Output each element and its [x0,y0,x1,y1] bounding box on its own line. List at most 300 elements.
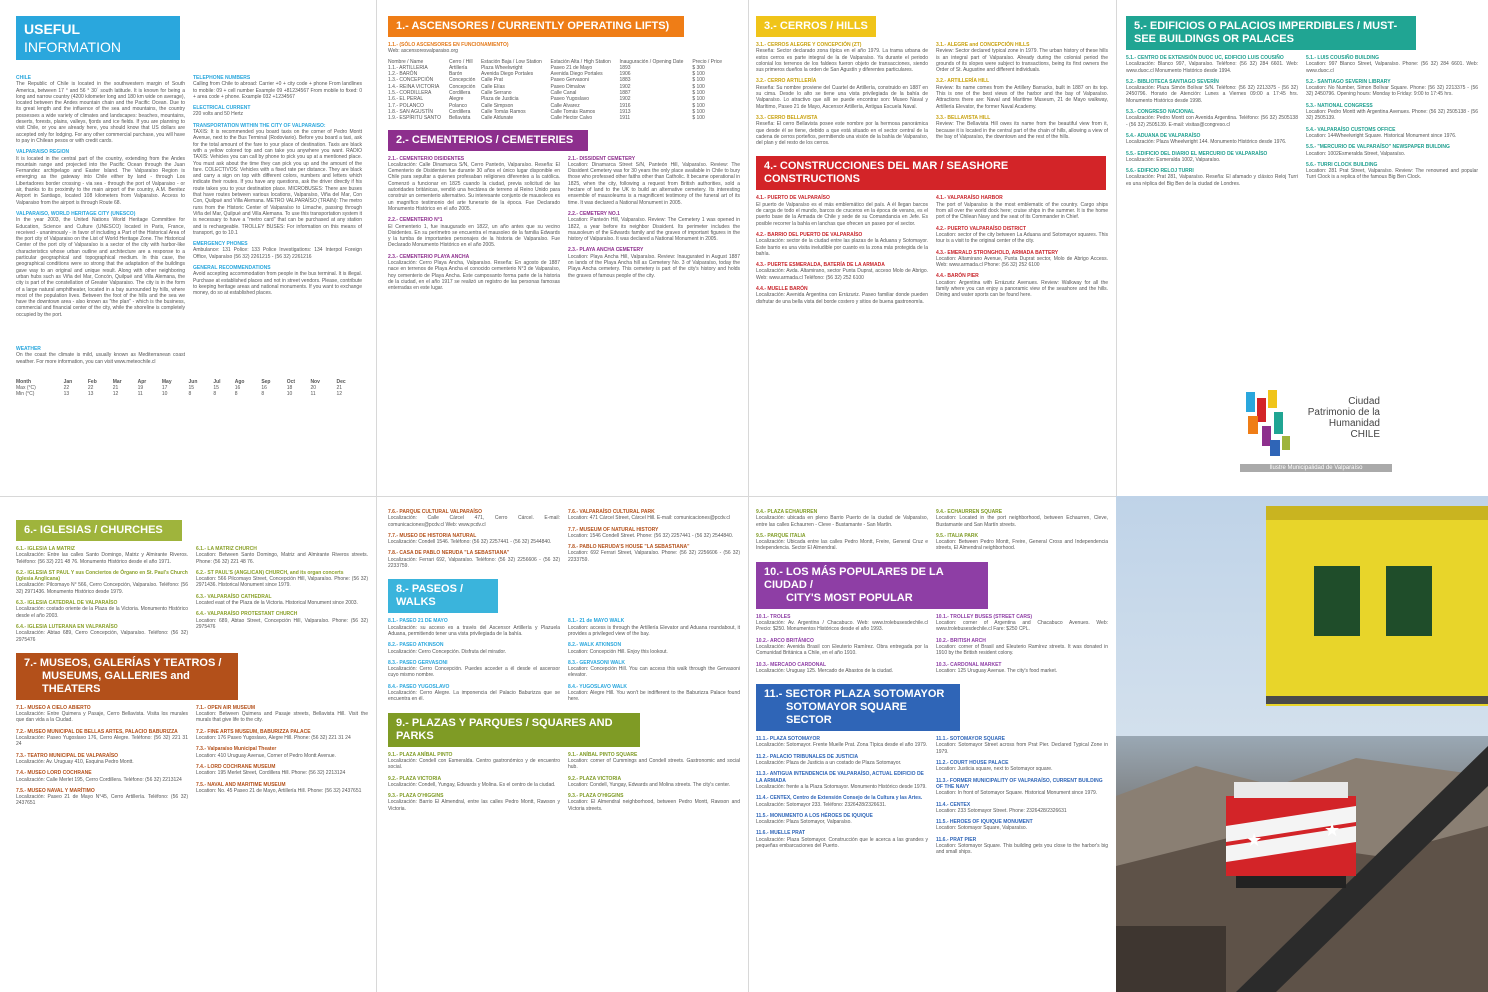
table-cell: Artillería [448,64,468,71]
hill-1-heading: 3.1.- CERROS ALEGRE Y CONCEPCIÓN (ZT) [756,42,862,48]
table-cell: Plaza de Justicia [480,96,519,103]
cemetery-3-en-heading: 2.3.- PLAYA ANCHA CEMETERY [568,247,644,254]
hill-1-text: Reseña: Sector declarado zona típica en el año 1979. La trama urbana de estos cerros es parte integral de la de Valparaíso. Ya durante el periodo colonial los terrenos de los faldeos fueron objeto de transacciones, siendo sus primeros dueños la orden de San Agustín y diferentes particulares. [756,48,928,74]
table-cell: Estación Baja / Low Station [480,58,542,65]
funicular-illustration [1116,496,1488,992]
cemetery-2-heading: 2.2.- CEMENTERIO N°1 [388,217,443,224]
table-cell: Calle Tomás Ramos [480,108,526,115]
park-4-en-text: Location: Located in the port neighborhood, between Echaurren, Cleve, Bustamante and San Martín streets. [936,515,1108,528]
lifts-banner: 1.- ASCENSORES / CURRENTLY OPERATING LIFTS) [388,16,684,37]
hills-banner: 3.- CERROS / HILLS [756,16,876,37]
museum-5-text: Localización: Paseo 21 de Mayo N°45, Cerro Artillería. Teléfono: (56 32) 2437651 [16,794,188,807]
park-1-heading: 9.1.- PLAZA ANÍBAL PINTO [388,751,453,758]
walk-3-heading: 8.3.- PASEO GERVASONI [388,659,448,666]
cemeteries-banner: 2.- CEMENTERIOS / CEMETERIES [388,130,588,151]
museum-3-heading: 7.3.- TEATRO MUNICIPAL DE VALPARAÍSO [16,752,119,759]
table-cell: Bellavista [448,115,471,122]
church-1-heading: 6.1.- IGLESIA LA MATRIZ [16,546,75,552]
building-1-en-text: Location: 997 Blanco Street, Valparaíso. Phone: (56 32) 284 6601. Web: www.duoc.cl [1306,61,1478,74]
table-cell: $ 100 [692,71,705,78]
church-4-en-text: Location: 689, Abtao Street, Concepción Hill, Valparaíso. Phone: (56 32) 2975476 [196,617,368,630]
museums-banner-line-2: MUSEUMS, GALLERIES and THEATERS [42,669,190,695]
table-cell: $ 300 [692,64,705,71]
building-4-heading: 5.4.- ADUANA DE VALPARAÍSO [1126,132,1201,139]
sotomayor-5-en-heading: 11.5.- HEROES OF IQUIQUE MONUMENT [936,819,1033,826]
panel-churches-museums [16,520,368,986]
table-cell: 1.1.- ARTILLERIA [388,64,428,71]
table-cell: Jun [188,378,198,385]
transport-text: TAXIS: It is recommended you board taxis on the corner of Pedro Montt Avenue, next to the Bus Terminal (Rodoviario). Before you board a taxi, ask for the total amount of the fare to your place of destination. Taxis are black with a yellow colored top and can take you anywhere you want. RADIO TAXIS: Vehicles you can call by phone to pick you up at a mentioned place. You must ask about the time they can pick you up and the amount of the fare. COLECTIVOS: Vehicles with a fixed rate per distance. They are black and carry a sign on top with different colors, numbers and letters which indicate their routes. If you have any questions, ask the driver directly if his route takes you to your destination place. MICROBUSES: There are buses that have routes between various locations, Valparaíso, Viña del Mar, Con Con, Quilpué and Villa Alemana. METRO VALPARAÍSO (TRAIN): The metro runs from the Historic Center of Valparaíso to Limache, passing through Viña del Mar, Quilpué and Villa Alemana. To use this transportation system it is necessary to have a "metro card" that can be purchased at any station and is rechargeable. TROLLEY BUSES: For information on this means of transport, go to 10.1 [193,129,362,236]
region-text: It is located in the central part of the country, extending from the Andes mountain range and projected into the Pacific Ocean through the Juan Fernandez archipelago and Easter Island. The Valparaíso Region is emerging as the gateway into Chile either by land - through Los Libertadores border crossing - via sea - through the port of Valparaiso - or air, thanks to its proximity to the main airport of the country, A.M. Benitez Airport in Santiago, located 108 kilometers from Valparaíso. Access to Valparaiso from the airport is through Route 68. [16,155,185,206]
banner-title-light: INFORMATION [24,39,121,55]
sotomayor-banner-line-2: SOTOMAYOR SQUARE SECTOR [786,701,908,727]
cemetery-1-en-text: Location: Dinamarca Street S/N, Panteón Hill, Valparaíso. Review: The Dissident Cemetery was for 30 years the only place available in Chile to bury those who professed other faiths other than Catholic. It became operational in 1825, when the city, following a request from British authorities, sold a hectare of land to the UK to build an alternative cemetery. Its interesting ensemble of mausoleums is a magnificent testimony of the funeral art of its time. It was declared a National Monument in 2005. [568,161,740,206]
museum-6-heading: 7.6.- PARQUE CULTURAL VALPARAÍSO [388,509,482,515]
table-cell: May [161,378,172,385]
table-cell: 8 [213,391,217,398]
panel-popular-sotomayor [756,504,1108,986]
table-cell: Jul [213,378,221,385]
museum-8-text: Localización: Ferrari 692, Valparaíso. Teléfono: (56 32) 2256606 - (56 32) 2233759. [388,556,560,570]
church-4-text: Localización: Abtao 689, Cerro Concepción, Valparaíso. Teléfono: (56 32) 2975476 [16,630,188,643]
divider [0,496,1116,497]
table-cell: 10 [286,391,293,398]
table-cell: Dec [336,378,346,385]
seashore-4-en-text: Location: Argentina with Errázuriz Avenues. Review: Walkway for all the family where you can enjoy a panoramic view of the seashore and the hills. Dining and water sports can be found here. [936,279,1108,299]
seashore-4-heading: 4.4.- MUELLE BARÓN [756,286,808,293]
table-cell: 12 [336,391,343,398]
table-cell: 8 [261,391,265,398]
table-cell: Precio / Price [692,58,723,65]
table-cell: Calle Prat [480,77,503,84]
sotomayor-banner-line-1: 11.- SECTOR PLAZA SOTOMAYOR [764,688,945,701]
museum-1-text: Localización: Entre Quimera y Pasaje, Cerro Bellavista. Visita los murales que dan vida a la Ciudad. [16,711,188,724]
seashore-3-en-text: Location: Altamirano Avenue, Punta Duprat sector, Molo de Abrigo Access. Web: www.armada.cl Phone: (56 32) 252 6100 [936,255,1108,269]
building-4-en-heading: 5.4.- VALPARAÍSO CUSTOMS OFFICE [1306,126,1396,133]
table-cell: Paseo Dimalow [550,83,586,90]
cemetery-1-text: Localización: Calle Dinamarca S/N, Cerro Panteón, Valparaíso. Reseña: El Cementerio de Disidentes fue durante 30 años el único lugar disponible en Chile para sepultar a quienes profesaban religiones diferentes a la católica. Comenzó a funcionar en 1825 cuando la ciudad, previa solicitud de las autoridades británicas, vendió una hectárea de terreno al Reino Unido para construir un cementerio alternativo. Su interesante conjunto de mausoleos es un magnífico testimonio del arte funerario de la época. Fue Declarado Monumento Histórico en el año 2005. [388,161,560,212]
walk-1-text: Localización: su acceso es a través del Ascensor Artillería y Plazuela Aduana, permitiendo tener una vista privilegiada de la bahía. [388,624,560,637]
building-2-en-heading: 5.2.- SANTIAGO SEVERIN LIBRARY [1306,78,1391,85]
table-cell: 15 [213,385,219,392]
lifts-table [388,59,728,122]
museum-4-en-heading: 7.4.- LORD COCHRANE MUSEUM [196,763,276,770]
sotomayor-3-heading: 11.3.- ANTIGUA INTENDENCIA DE VALPARAÍSO, ACTUAL EDIFICIO DE LA ARMADA [756,771,924,784]
table-cell: 11 [310,391,316,398]
table-cell: 17 [161,385,168,392]
sotomayor-3-en-heading: 11.3.- FORMER MUNICIPALITY OF VALPARAÍSO, CURRENT BUILDING OF THE NAVY [936,777,1103,790]
museum-3-en-text: Location: 410 Uruguay Avenue, Corner of Pedro Montt Avenue. [196,752,336,759]
table-cell: Cordillera [448,108,471,115]
sotomayor-6-en-heading: 11.6.- PRAT PIER [936,836,977,843]
building-6-text: Localización: Prat 281, Valparaíso. Reseña: El afamado y clásico Reloj Turri es una réplica del Big Ben de la ciudad de Londres. [1126,174,1298,187]
table-cell: 1883 [619,77,631,84]
sotomayor-2-heading: 11.2.- PALACIO TRIBUNALES DE JUSTICIA [756,753,859,760]
park-3-en-text: Location: El Almendral neighborhood, between Pedro Montt, Rawson and Victoria streets. [568,799,740,812]
sotomayor-4-heading: 11.4.- CENTEX, Centro de Extensión Consejo de la Cultura y las Artes. [756,795,923,802]
sotomayor-6-en-text: Location: Sotomayor Square. This building gets you close to the harbor's big and small ships. [936,843,1108,856]
table-cell: 19 [137,385,144,392]
church-2-text: Localización: Pilcomayo N° 566, Cerro Concepción, Valparaíso. Teléfono: (56 32) 2971436. Monumento Histórico desde 1979. [16,582,188,595]
table-cell: Concepción [448,77,476,84]
sotomayor-1-en-heading: 11.1.- SOTOMAYOR SQUARE [936,736,1005,743]
table-cell: Barón [448,71,463,78]
cemetery-3-heading: 2.3.- CEMENTERIO PLAYA ANCHA [388,253,470,260]
recommendations-heading: GENERAL RECOMMENDATIONS [193,265,271,272]
building-6-en-text: Location: 281 Prat Street, Valparaíso. Review: The renowned and popular Turri Clock is a replica of the famous Big Ben Clock. [1306,168,1478,181]
table-cell: Inauguración / Opening Date [619,58,684,65]
table-cell: Paseo 21 de Mayo [550,64,593,71]
park-5-heading: 9.5.- PARQUE ITALIA [756,532,806,539]
walk-4-en-heading: 8.4.- YUGOSLAVO WALK [568,683,627,690]
popular-2-heading: 10.2.- ARCO BRITÁNICO [756,637,814,644]
popular-3-text: Localización: Uruguay 125. Mercado de Abastos de la ciudad. [756,667,894,674]
table-cell: 1.8.- SAN AGUSTÍN [388,108,434,115]
museum-2-heading: 7.2.- MUSEO MUNICIPAL DE BELLAS ARTES, PALACIO BABURIZZA [16,728,178,735]
table-cell: Sep [261,378,271,385]
parks-banner: 9.- PLAZAS Y PARQUES / SQUARES AND PARKS [388,713,640,747]
park-3-heading: 9.3.- PLAZA O'HIGGINS [388,793,444,800]
seashore-2-en-heading: 4.2.- PUERTO VALPARAÍSO DISTRICT [936,225,1027,232]
sotomayor-3-en-text: Location: In front of Sotomayor Square. Historical Monument since 1979. [936,790,1098,797]
table-cell: Calle Aldunate [480,115,514,122]
table-cell: $ 100 [692,115,705,122]
table-cell: 1.7.- POLANCO [388,102,424,109]
table-cell: 16 [261,385,267,392]
table-cell: 20 [310,385,316,392]
electrical-text: 220 volts and 50 Hertz [193,111,244,118]
table-cell: 8 [188,391,192,398]
table-cell: Jan [63,378,73,385]
museum-7-heading: 7.7.- MUSEO DE HISTORIA NATURAL [388,532,477,539]
table-cell: Feb [87,378,97,385]
table-cell: 12 [112,391,119,398]
table-cell: Estación Alta / High Station [550,58,611,65]
table-cell: $ 100 [692,108,705,115]
chile-heading: CHILE [16,75,31,81]
phone-text: Calling from Chile to abroad: Carrier +0 + city code + phone From landlines to mobile: 09 + cell number Example 09 +81234567 From mobile to fixed: 0 + area code + phone. Example 032 +1234567 [193,81,362,100]
buildings-banner: 5.- EDIFICIOS O PALACIOS IMPERDIBLES / MUST-SEE BUILDINGS OR PALACES [1126,16,1416,50]
museum-3-en-heading: 7.3.- Valparaíso Municipal Theater [196,746,277,753]
table-cell: 1.6.- EL PERAL [388,96,424,103]
table-cell: 1893 [619,64,631,71]
museum-6-en-text: Location: 471 Cárcel Street, Cárcel Hill. E-mail: comunicaciones@pcdv.cl [568,515,730,522]
popular-1-en-text: Location: corner of Argentina and Chacabuco Avenues. Web: www.trolebusesdechile.cl Fare: $250 CPL. [936,620,1108,633]
building-3-en-text: Location: Pedro Montt with Argentina Avenues. Phone: (56 32) 2505138 - (56 32) 2505139. [1306,109,1478,122]
divider [376,496,377,992]
panel-hills-seashore [756,16,1108,486]
seashore-1-text: El puerto de Valparaíso es el más emblemático del país. A él llegan barcos de carga de todo el mundo, barcos de cruceros en la época de verano, es el puerto base de la Armada de Chile y sede de su Comandancia en Jefe. Es posible recorrer la bahía en lanchas que ofrecen un paseo por el sector. [756,201,928,227]
walks-banner: 8.- PASEOS / WALKS [388,579,498,613]
panel-useful-information [16,16,362,486]
park-4-text: Localización: ubicada en pleno Barrio Puerto de la ciudad de Valparaíso, entre las calles Echaurren - Cleve - Bustamante - San Martín. [756,515,928,528]
sotomayor-5-en-text: Location: Sotomayor Square, Valparaíso. [936,825,1028,832]
building-3-en-heading: 5.3.- NATIONAL CONGRESS [1306,102,1373,109]
sotomayor-1-heading: 11.1.- PLAZA SOTOMAYOR [756,736,820,743]
seashore-4-en-heading: 4.4.- BARÓN PIER [936,273,979,280]
walk-4-heading: 8.4.- PASEO YUGOSLAVO [388,683,450,690]
park-5-en-text: Location: Between Pedro Montt, Freire, General Cross and Independencia streets, El Almendral neighborhood. [936,539,1108,552]
table-cell: Max (°C) [16,385,36,392]
chile-text: The Republic of Chile is located in the southwestern margin of South America, between 17 ° and 56 ° 30´ south latitude. It is known for being a long and narrow country (4200 kilometer long and 180 km wide on average), located between the Andes mountain chain and the Pacific Ocean. Due to its great length and the influence of the sea and mountains, the country possesses a wide variety of climates and landscapes: beaches, mountains, deserts, forests, plains, valleys, fjords and ice fields. If you are planning to visit Chile, or you are already here, you should know that US dollars are accepted only for lodging. For any other commercial purchase, you will have to pay in Chilean pesos or with credit cards. [16,81,185,144]
museum-6-text: Localización: Calle Cárcel 471, Cerro Cárcel. E-mail: comunicaciones@pcdv.cl Web: www.pcdv.cl [388,515,560,528]
park-2-en-heading: 9.2.- PLAZA VICTORIA [568,775,622,782]
table-cell: Calle Serrano [480,90,512,97]
hill-3-en-text: Review: The Bellavista Hill owes its name from the beautiful view from it, because it is located in the central part of the chain of hills, allowing a view of the bay of Valparaíso, the downtown and the rest of the hills. [936,121,1108,140]
table-cell: Calle Elías [480,83,505,90]
church-3-heading: 6.3.- IGLESIA CATEDRAL DE VALPARAÍSO [16,600,118,607]
park-1-en-text: Location: corner of Cummings and Condell streets. Gastronomic and social hub. [568,757,740,771]
churches-banner: 6.- IGLESIAS / CHURCHES [16,520,182,541]
walk-1-en-heading: 8.1.- 21 de MAYO WALK [568,618,625,625]
table-cell: Calle Tomás Ramos [550,108,596,115]
table-cell: Cerro / Hill [448,58,473,65]
table-cell: 1902 [619,96,631,103]
table-cell: 8 [234,391,238,398]
sotomayor-4-text: Localización: Sotomayor 233. Teléfono: 2326428/2326631. [756,801,887,808]
seashore-2-text: Localización: sector de la ciudad entre las plazas de la Aduana y Sotomayor. Este barrio es una visita ineludible por cuanto es la zona más protegida de la bahía. [756,238,928,257]
table-cell: Concepción [448,83,476,90]
cemetery-2-text: El Cementerio 1, fue inaugurado en 1822, un año antes que su vecino Disidentes. En su perímetro se encuentra el mausoleo de la familia Edwards y la tumba de importantes personajes de la historia de Valparaíso. Fue Declarado Monumento Histórico en el año 2005. [388,223,560,249]
table-cell: 15 [188,385,195,392]
table-cell: 1911 [619,115,631,122]
museum-4-en-text: Location: 195 Merlet Street, Cordillera Hill. Phone: (56 32) 2213124 [196,770,346,777]
table-cell: $ 100 [692,90,705,97]
park-5-text: Localización: Ubicada entre las calles Pedro Montt, Freire, General Cruz e Independencia. Sector El Almendral. [756,539,928,552]
walk-2-text: Localización: Cerro Concepción. Disfruta del mirador. [388,648,507,655]
sotomayor-banner [756,684,960,731]
cemetery-1-heading: 2.1.- CEMENTERIO DISIDENTES [388,155,465,162]
sotomayor-6-heading: 11.6.- MUELLE PRAT [756,830,806,837]
seashore-3-text: Localización: Avda. Altamirano, sector Punta Duprat, acceso Molo de Abrigo. Web: www.armada.cl Teléfono: (56 32) 252 6100 [756,268,928,281]
building-4-en-text: Location: 144Wheelwright Square. Historical Monument since 1976. [1306,132,1457,139]
park-5-en-heading: 9.5.- ITALIA PARK [936,532,979,539]
table-cell: Paseo Yugoslavo [550,96,590,103]
table-cell: Min (°C) [16,391,35,398]
table-cell: 1916 [619,102,631,109]
hill-2-en-heading: 3.2.- ARTILLERÍA HILL [936,78,990,85]
museum-7-en-text: Location: 1546 Condell Street. Phone: (56 32) 2257441 - (56 32) 2544840. [568,532,734,539]
table-cell: $ 100 [692,102,705,109]
church-1-en-heading: 6.1.- LA MATRIZ CHURCH [196,546,257,552]
table-cell: Nov [310,378,320,385]
table-cell: $ 100 [692,77,705,84]
table-cell: Nombre / Name [388,58,424,65]
walk-3-en-heading: 8.3.- GERVASONI WALK [568,659,626,666]
table-row [388,115,728,121]
museum-2-en-heading: 7.2.- FINE ARTS MUSEUM, BABURIZZA PALACE [196,728,311,735]
table-cell: Month [16,378,31,385]
popular-2-text: Localización: Avenida Brasil con Eleuterio Ramírez. Obra entregada por la Comunidad Británica a Chile, en el año 1910. [756,643,928,657]
hill-2-heading: 3.2.- CERRO ARTILLERÍA [756,78,817,85]
emergency-text: Ambulance: 131 Police: 133 Police Investigations: 134 Interpol Foreign Office, Valparaíso (56 32) 2261215 - (56 32) 2261216 [193,247,362,260]
building-1-en-heading: 5.1.- LUIS COUSIÑO BUILDING [1306,55,1380,61]
table-cell: 16 [234,385,241,392]
table-cell: 1902 [619,83,631,90]
unesco-heading: VALPARAISO, WORLD HERITAGE CITY (UNESCO) [16,210,136,217]
walk-3-text: Localización: Cerro Concepción. Puedes acceder a él desde el ascensor cuyo mismo nombre. [388,666,560,679]
building-4-text: Localización: Plaza Wheelwright 144. Monumento Histórico desde 1976. [1126,139,1287,146]
sotomayor-2-text: Localización: Plaza de Justicia a un costado de Plaza Sotomayor. [756,760,902,767]
hill-1-en-heading: 3.1.- ALEGRE and CONCEPCIÓN HILLS [936,42,1030,48]
region-heading: VALPARAISO REGION [16,149,70,156]
table-cell: $ 100 [692,96,705,103]
table-cell: Ago [234,378,245,385]
building-5-en-text: Location: 1002Esmeralda Street, Valparaíso. [1306,150,1406,157]
building-6-en-heading: 5.6.- TURRI CLOCK BUILDING [1306,161,1378,168]
popular-1-en-heading: 10.1.- TROLLEY BUSES (STREET CARS) [936,613,1033,620]
hill-3-text: Reseña: El cerro Bellavista posee este nombre por la hermosa panorámica que desde él se tiene, debido a que está situado en el sector central de la cadena de cerros porteños, permitiendo una visión de la bahía de Valparaíso, del plan y del resto de los cerros. [756,121,928,147]
municipality-label: Ilustre Municipalidad de Valparaíso [1240,464,1392,472]
heritage-logo-text: Ciudad Patrimonio de la Humanidad CHILE [1307,396,1380,440]
park-4-heading: 9.4.- PLAZA ECHAURREN [756,509,818,515]
recommendations-text: Avoid accepting accommodation from people in the bus terminal. It is illegal. Purchase at established places and not in street vendors. Please, contribute to keeping heritage areas and national monuments. If you want to exchange money, do so at established places. [193,271,362,297]
park-2-text: Localización: Condell, Yungay, Edwards y Molina. Es el centro de la ciudad. [388,781,556,788]
popular-2-en-heading: 10.2.- BRITISH ARCH [936,637,986,644]
walk-1-en-text: Location: access is through the Artillería Elevator and Aduana roundabout, it provides a privileged view of the bay. [568,624,740,637]
museum-6-en-heading: 7.6.- VALPARAÍSO CULTURAL PARK [568,509,655,515]
park-2-heading: 9.2.- PLAZA VICTORIA [388,775,442,782]
table-cell: Alegre [448,96,464,103]
building-3-text: Localización: Pedro Montt con Avenida Argentina. Teléfono: (56 32) 2505138 - (56 32) 2505139. E-mail: visitas@congreso.cl [1126,115,1298,128]
seashore-1-en-heading: 4.1.- VALPARAÍSO HARBOR [936,195,1003,202]
sotomayor-2-en-text: Location: Justicia square, next to Sotomayor square. [936,766,1053,773]
museum-2-en-text: Location: 176 Paseo Yugoslavo, Alegre Hill. Phone: (56 32) 221 31 24 [196,735,351,742]
table-cell: 18 [286,385,293,392]
church-2-en-heading: 6.2.- ST PAUL'S (ANGLICAN) CHURCH, and its organ concerts [196,569,344,576]
park-4-en-heading: 9.4.- ECHAURREN SQUARE [936,509,1003,515]
walk-2-en-heading: 8.2.- WALK ATKINSON [568,642,622,649]
transport-heading: TRANSPORTATION WITHIN THE CITY OF VALPARAISO: [193,122,326,129]
cemetery-3-text: Localización: Cerro Playa Ancha, Valparaíso. Reseña: En agosto de 1887 nace en terrenos de Playa Ancha el conocido cementerio N°3 de Valparaíso, hoy cementerio de Playa Ancha. Este camposanto forma parte de la historia de la ciudad, en el año 1917 se realizó un registro de las personas famosas enterradas en este lugar. [388,260,560,292]
table-cell: Calle Alvarez [550,102,580,109]
table-cell: 22 [63,385,70,392]
heritage-logo [1240,388,1400,474]
table-cell: 1.2.- BARÓN [388,71,418,78]
park-1-en-heading: 9.1.- ANÍBAL PINTO SQUARE [568,751,638,758]
phone-heading: TELEPHONE NUMBERS [193,75,251,81]
panel-lifts-cemeteries [388,16,740,486]
museum-4-text: Localización: Calle Merlet 195, Cerro Cordillera. Teléfono: (56 32) 2213124 [16,776,182,783]
hill-1-en-text: Review: Sector declared typical zone in 1979. The urban history of these hills is an integral part of Valparaíso. Already during the colonial period the grounds of its slopes were subject to transactions, being its first owners the Order of St. Augustine and different individuals. [936,48,1108,74]
table-cell: Calle Hector Calvo [550,115,593,122]
funicular-photo [1116,496,1488,992]
popular-3-en-text: Location: 125 Uruguay Avenue. The city's food market. [936,667,1058,674]
table-cell: 1906 [619,71,631,78]
building-6-heading: 5.6.- EDIFICIO RELOJ TURRI [1126,168,1194,175]
table-cell: Avenida Diego Portales [550,71,603,78]
sotomayor-5-heading: 11.5.- MONUMENTO A LOS HÉROES DE IQUIQUE [756,812,873,819]
church-2-heading: 6.2.- IGLESIA ST PAUL Y sus Conciertos de Órgano en St. Paul's Church (Iglesia Anglicana) [16,569,188,583]
climate-table [16,379,362,398]
table-cell: Calle Simpson [480,102,514,109]
popular-1-heading: 10.1.- TROLES [756,613,791,620]
building-2-heading: 5.2.- BIBLIOTECA SANTIAGO SEVERÍN [1126,78,1219,85]
sotomayor-5-text: Localización: Plaza Sotomayor, Valparaíso. [756,819,852,826]
divider [1116,0,1117,496]
weather-heading: WEATHER [16,345,41,352]
museum-1-en-text: Location: Between Quimera and Pasaje streets, Bellavista Hill. Visit the murals that give life to the city. [196,711,368,724]
museum-1-heading: 7.1.- MUSEO A CIELO ABIERTO [16,704,91,711]
popular-3-en-heading: 10.3.- CARDONAL MARKET [936,661,1002,668]
panel-buildings [1126,16,1478,376]
panel-walks-parks [388,504,740,986]
table-cell: 13 [63,391,70,398]
table-cell: 1.4.- REINA VICTORIA [388,83,440,90]
museum-8-heading: 7.8.- CASA DE PABLO NERUDA "LA SEBASTIANA" [388,550,510,557]
table-cell: 22 [87,385,94,392]
lifts-heading: 1.1.- (SÓLO ASCENSORES EN FUNCIONAMIENTO) [388,42,509,48]
building-5-heading: 5.5.- EDIFICIO DEL DIARIO EL MERCURIO DE VALPARAÍSO [1126,150,1268,157]
table-cell: Paseo Gervasoni [550,77,589,84]
table-cell: Cordillera [448,90,471,97]
hill-3-en-heading: 3.3.- BELLAVISTA HILL [936,114,991,121]
seashore-3-en-heading: 4.3.- EMERALD STRONGHOLD, ARMADA BATTERY [936,249,1059,256]
seashore-banner: 4.- CONSTRUCCIONES DEL MAR / SEASHORE CONSTRUCTIONS [756,156,1106,190]
table-cell: Apr [137,378,147,385]
climate-min-row [16,391,362,397]
popular-1-text: Localización: Av. Argentina / Chacabuco. Web: www.trolebusesdechile.cl Precio: $250. Monumentos Históricos desde el año 1993. [756,620,928,633]
hill-3-heading: 3.3.- CERRO BELLAVISTA [756,114,818,121]
table-cell: 1887 [619,90,631,97]
walk-4-text: Localización: Cerro Alegre. La imponencia del Palacio Baburizza que se encuentra en él. [388,690,560,703]
building-3-heading: 5.3.- CONGRESO NACIONAL [1126,109,1195,116]
museum-5-heading: 7.5.- MUSEO NAVAL Y MARÍTIMO [16,787,95,794]
walk-3-en-text: Location: Concepción Hill. You can access this walk through the Gervasoni elevator. [568,666,740,679]
building-5-text: Localización: Esmeralda 1002, Valparaíso. [1126,156,1221,163]
building-1-heading: 5.1.- CENTRO DE EXTENSIÓN DUOC UC, EDIFICIO LUIS COUSIÑO [1126,55,1284,61]
divider [376,0,377,496]
table-cell: 1.5.- CORDILLERA [388,90,432,97]
building-2-text: Localización: Plaza Simón Bolívar S/N. Teléfono: (56 32) 2213375 - (56 32) 2450796. Horario de Atención: Lunes a Viernes 09:00 a 17:45 hrs. Monumento Histórico desde 1998. [1126,85,1298,104]
cemetery-1-en-heading: 2.1.- DISSIDENT CEMETERY [568,155,636,162]
table-cell: Polanco [448,102,468,109]
hill-2-text: Reseña: Su nombre proviene del Cuartel de Artillería, construido en 1887 en su cima. Desde lo alto se tiene una vista privilegiada de la bahía de Valparaíso. Lo atractivo que allí se puede encontrar son: Museo Naval y Marítimo, Paseo 21 de Mayo, Ascensor Artillería, Antigua Escuela Naval. [756,84,928,110]
seashore-2-en-text: Location: sector of the city between La Aduana and Sotomayor squares. This tour is a visit to the original center of the city. [936,231,1108,245]
table-cell: Oct [286,378,296,385]
walk-4-en-text: Location: Alegre Hill. You won't be indifferent to the Baburizza Palace found here. [568,690,740,703]
svg-text:★: ★ [1324,820,1341,841]
museum-3-text: Localización: Av. Uruguay 410, Esquina Pedro Montt. [16,758,134,765]
popular-2-en-text: Location: corner of Brasil and Eleuterio Ramírez streets. It was donated in 1910 by the British resident colony. [936,643,1108,657]
sotomayor-6-text: Localización: Plaza Sotomayor. Construcción que le acerca a las grandes y pequeñas embarcaciones del Puerto. [756,836,928,850]
building-2-en-text: Location: No Number, Simon Bolívar Square. Phone: (56 32) 2213375 - (56 32) 2450796. Opening hours: Monday to Friday: 9:00 to 17:45 hrs. [1306,85,1478,98]
lifts-body [388,65,728,122]
museum-7-en-heading: 7.7.- MUSEUM OF NATURAL HISTORY [568,526,659,533]
museum-5-en-heading: 7.5.- NAVAL AND MARITIME MUSEUM [196,781,286,788]
museum-4-heading: 7.4.- MUSEO LORD COCHRANE [16,770,92,777]
emergency-heading: EMERGENCY PHONES [193,241,248,248]
table-cell: Calle Canal [550,90,577,97]
walk-1-heading: 8.1.- PASEO 21 DE MAYO [388,618,448,625]
building-5-en-heading: 5.5.- "MERCURIO DE VALPARAÍSO" NEWSPAPER BUILDING [1306,144,1450,151]
valparaiso-logo-icon [1240,388,1298,460]
table-cell: 13 [87,391,94,398]
table-cell: 1.9.- ESPÍRITU SANTO [388,115,441,122]
church-3-text: Localización: costado oriente de la Plaza de la Victoria. Monumento Histórico desde el año 2003. [16,606,188,619]
table-cell: 1.3.- CONCEPCIÓN [388,77,434,84]
unesco-text: In the year 2003, the United Nations World Heritage Committee for Education, Science and Culture (UNESCO) located in Paris, France, received - unanimously - in favor of including a Part of the Historical Area of the port city of Valparaiso on the List of World Heritage Zone. The Historical Center of the port city of Valparaíso is a sector of the city with harbor-like characteristics whose urban outline and architecture are a response to a particular geographical and topographical medium. In this case, the geographical conditions were so strong that the adaptation of the buildings gave way to an original and unique result. Along with other neighboring urban hubs such as Viña del Mar, Concón, Quilpué and Villa Alemana, the city is part of the constellation of Greater Valparaiso. The city is in the form of a large natural amphitheater, located in a bay surrounded by hills, where most of the population lives. Between the foot of the hills and the sea we have the downtown area - also known as "the plan" - which is the business, commercial and financial center of the city, while the shoreline is completely occupied by the port. [16,217,185,318]
seashore-1-heading: 4.1.- PUERTO DE VALPARAÍSO [756,195,830,202]
weather-text: On the coast the climate is mild, usually known as Mediterranean coast weather. For more information, you can visit www.meteochile.cl [16,352,185,365]
walk-2-heading: 8.2.- PASEO ATKINSON [388,642,444,649]
sotomayor-3-text: Localización: frente a la Plaza Sotomayor. Monumento Histórico desde 1979. [756,783,927,790]
table-cell: 21 [336,385,343,392]
table-cell: Mar [112,378,122,385]
cemetery-2-en-heading: 2.2.- CEMETERY NO.1 [568,210,620,217]
sotomayor-1-en-text: Location: Sotomayor Street across from Prat Pier. Declared Typical Zone in 1979. [936,742,1108,755]
seashore-3-heading: 4.3.- PUERTE ESMERALDA, BATERÍA DE LA ARMADA [756,262,885,269]
